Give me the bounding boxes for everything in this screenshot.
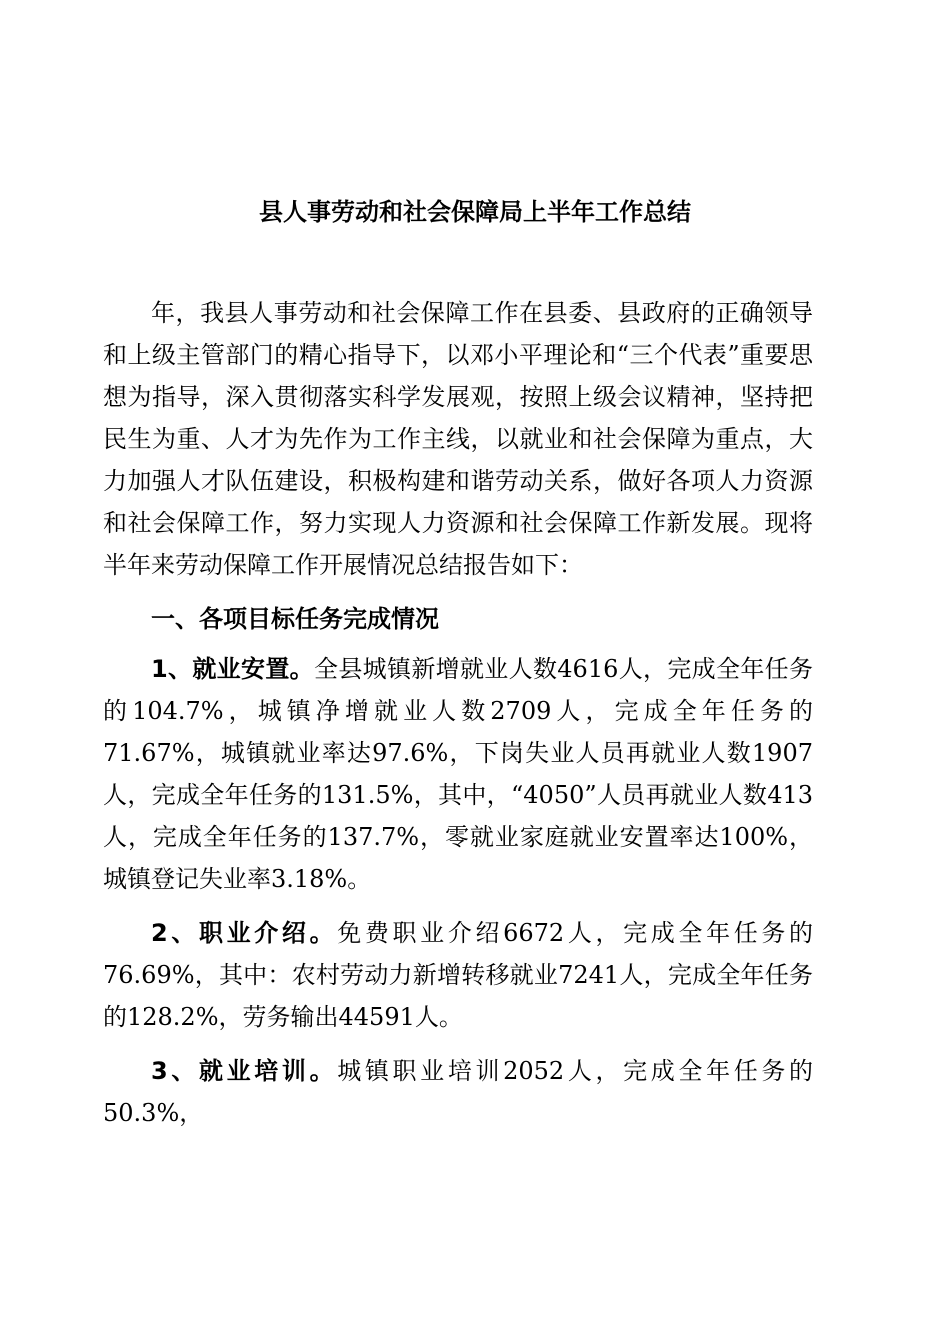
document-title: 县人事劳动和社会保障局上半年工作总结 (259, 198, 691, 226)
document-body (103, 292, 813, 1134)
item-paragraph-training (103, 1050, 813, 1134)
item-term: 1、就业安置。 (151, 655, 314, 683)
section-heading: 一、各项目标任务完成情况 (151, 605, 439, 633)
item-text: 城镇职业培训2052人，完成全年任务的50.3%， (103, 1057, 814, 1127)
intro-paragraph: 年，我县人事劳动和社会保障工作在县委、县政府的正确领导和上级主管部门的精心指导下，以邓小平理论和“三个代表”重要思想为指导，深入贯彻落实科学发展观，按照上级会议精神，坚持把民生为重、人才为先作为工作主线，以就业和社会保障为重点，大力加强人才队伍建设，积极构建和谐劳动关系，做好各项人力资源和社会保障工作，努力实现人力资源和社会保障工作新发展。现将半年来劳动保障工作开展情况总结报告如下： (103, 299, 813, 579)
item-paragraph-employment (103, 648, 813, 900)
item-term: 2、职业介绍。 (151, 919, 338, 947)
item-paragraph-job-referral (103, 912, 813, 1038)
item-term: 3、就业培训。 (151, 1057, 338, 1085)
item-text: 免费职业介绍6672人，完成全年任务的76.69%，其中：农村劳动力新增转移就业7241人，完成全年任务的128.2%，劳务输出44591人。 (103, 919, 814, 1031)
item-text: 全县城镇新增就业人数4616人，完成全年任务的104.7%，城镇净增就业人数2709人，完成全年任务的71.67%，城镇就业率达97.6%，下岗失业人员再就业人数1907人，完成全年任务的131.5%，其中，“4050”人员再就业人数413人，完成全年任务的137.7%，零就业家庭就业安置率达100%，城镇登记失业率3.18%。 (103, 655, 813, 893)
